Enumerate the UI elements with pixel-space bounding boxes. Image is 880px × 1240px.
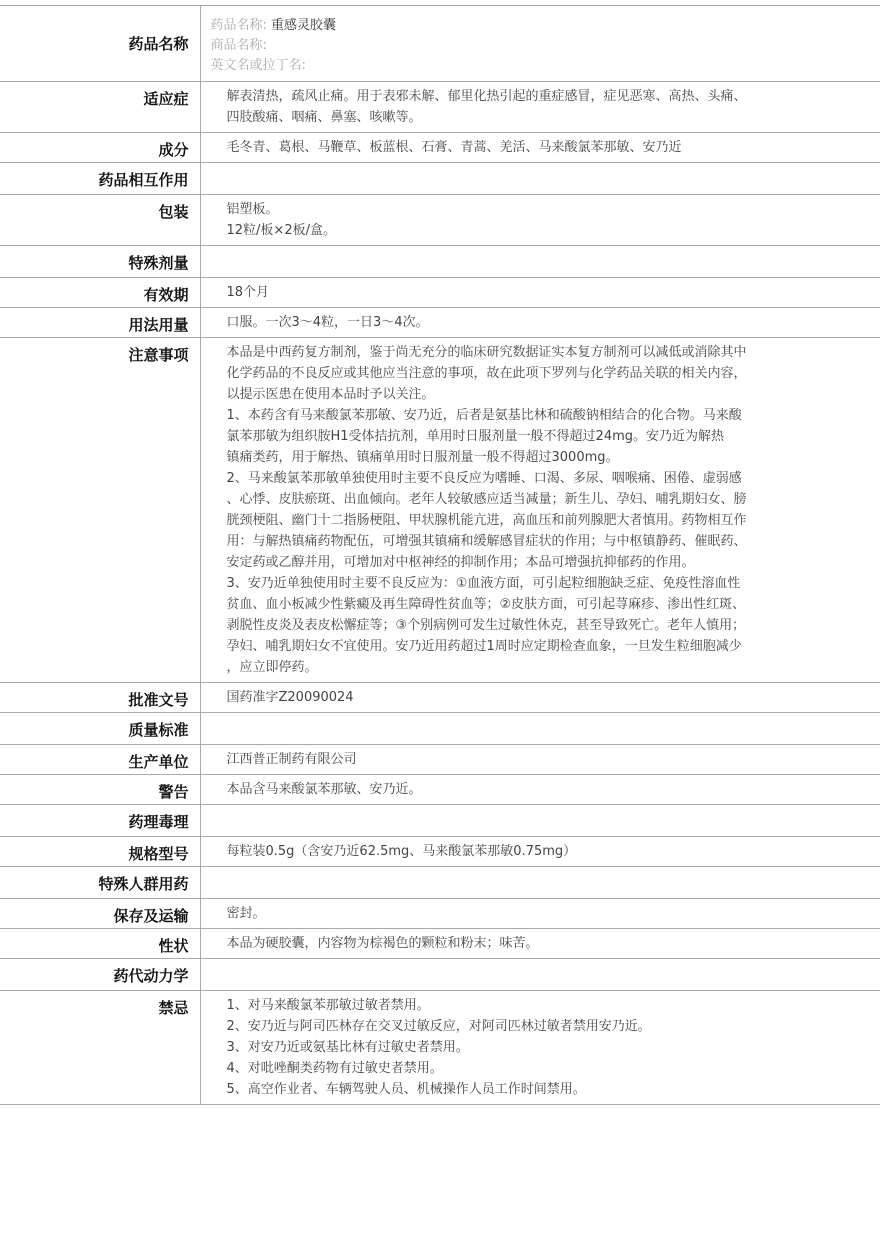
row-value [200,713,880,745]
row-value [200,899,880,929]
text-line: 12粒/板×2板/盒。 [226,223,336,238]
row-label: 包装 [0,195,200,246]
row-label: 特殊剂量 [0,246,200,278]
row-value [200,195,880,246]
text-line: 毛冬青、葛根、马鞭草、板蓝根、石膏、青蒿、羌活、马来酸氯苯那敏、安乃近 [226,140,682,155]
row-label: 药品名称 [0,6,200,82]
row-label: 批准文号 [0,683,200,713]
row-value [200,308,880,338]
name-block-value [200,6,880,82]
row-value [200,246,880,278]
row-value [200,133,880,163]
text-line: 镇痛类药，用于解热、镇痛单用时日服剂量一般不得超过3000mg。 [226,450,619,465]
row-description [0,929,880,959]
text-line: 2、安乃近与阿司匹林存在交叉过敏反应，对阿司匹林过敏者禁用安乃近。 [226,1019,651,1034]
row-pharmacology [0,805,880,837]
row-manufacturer [0,745,880,775]
row-value [200,867,880,899]
text-line: 18个月 [226,285,270,300]
text-line: 口服。一次3～4粒，一日3～4次。 [226,315,429,330]
row-special-dose [0,246,880,278]
row-value [200,837,880,867]
row-specification [0,837,880,867]
row-dosage [0,308,880,338]
row-value [200,82,880,133]
row-value [200,959,880,991]
text-line: 、心悸、皮肤瘀斑、出血倾向。老年人较敏感应适当减量；新生儿、孕妇、哺乳期妇女、膀 [226,492,747,507]
text-line: 孕妇、哺乳期妇女不宜使用。安乃近用药超过1周时应定期检查血象，一旦发生粒细胞减少 [226,639,742,654]
row-package [0,195,880,246]
drug-spec-table [0,5,880,1105]
text-line: 国药准字Z20090024 [226,690,354,705]
text-line: 本品是中西药复方制剂，鉴于尚无充分的临床研究数据证实本复方制剂可以减低或消除其中 [226,345,747,360]
row-value [200,683,880,713]
row-label: 规格型号 [0,837,200,867]
drug-spec-body [0,6,880,1105]
row-value [200,929,880,959]
row-special-groups [0,867,880,899]
row-value [200,775,880,805]
row-label: 有效期 [0,278,200,308]
row-expiry [0,278,880,308]
text-line: 解表清热，疏风止痛。用于表邪未解、郁里化热引起的重症感冒，症见恶寒、高热、头痛、 [226,89,747,104]
text-line: 2、马来酸氯苯那敏单独使用时主要不良反应为嗜睡、口渴、多尿、咽喉痛、困倦、虚弱感 [226,471,742,486]
text-line: 5、高空作业者、车辆驾驶人员、机械操作人员工作时间禁用。 [226,1082,586,1097]
row-label: 用法用量 [0,308,200,338]
row-ingredients [0,133,880,163]
row-approval [0,683,880,713]
text-line: 本品为硬胶囊，内容物为棕褐色的颗粒和粉末；味苦。 [226,936,539,951]
row-label: 质量标准 [0,713,200,745]
text-line: 3、安乃近单独使用时主要不良反应为：①血液方面，可引起粒细胞缺乏症、免疫性溶血性 [226,576,741,591]
drug-name-line [211,16,791,36]
row-label: 注意事项 [0,338,200,683]
text-line: 胱颈梗阻、幽门十二指肠梗阻、甲状腺机能亢进，高血压和前列腺肥大者慎用。药物相互作 [226,513,747,528]
row-name [0,6,880,82]
row-value [200,278,880,308]
row-pharmacokinetics [0,959,880,991]
text-line: 4、对吡唑酮类药物有过敏史者禁用。 [226,1061,443,1076]
text-line: 密封。 [226,906,266,921]
drug-name-value: 重感灵胶囊 [271,18,337,33]
text-line: 剥脱性皮炎及表皮松懈症等；③个别病例可发生过敏性休克，甚至导致死亡。老年人慎用； [226,618,746,633]
row-label: 保存及运输 [0,899,200,929]
text-line: 贫血、血小板减少性紫癜及再生障碍性贫血等；②皮肤方面，可引起荨麻疹、渗出性红斑、 [226,597,746,612]
row-value [200,745,880,775]
english-name-label: 英文名或拉丁名: [210,58,306,73]
row-quality [0,713,880,745]
row-value [200,991,880,1105]
row-storage [0,899,880,929]
text-line: 3、对安乃近或氨基比林有过敏史者禁用。 [226,1040,469,1055]
row-warning [0,775,880,805]
text-line: 1、本药含有马来酸氯苯那敏、安乃近，后者是氨基比林和硫酸钠相结合的化合物。马来酸 [226,408,742,423]
row-label: 药理毒理 [0,805,200,837]
text-line: 化学药品的不良反应或其他应当注意的事项，故在此项下罗列与化学药品关联的相关内容， [226,366,747,381]
row-label: 特殊人群用药 [0,867,200,899]
row-label: 禁忌 [0,991,200,1105]
row-value [200,338,880,683]
text-line: 用：与解热镇痛药物配伍，可增强其镇痛和缓解感冒症状的作用；与中枢镇静药、催眠药、 [226,534,747,549]
row-value [200,805,880,837]
text-line: 四肢酸痛、咽痛、鼻塞、咳嗽等。 [226,110,422,125]
text-line: 江西普正制药有限公司 [226,752,357,767]
text-line: 1、对马来酸氯苯那敏过敏者禁用。 [226,998,430,1013]
row-precautions [0,338,880,683]
text-line: ，应立即停药。 [226,660,318,675]
row-label: 成分 [0,133,200,163]
row-label: 生产单位 [0,745,200,775]
text-line: 以提示医患在使用本品时予以关注。 [226,387,435,402]
text-line: 本品含马来酸氯苯那敏、安乃近。 [226,782,422,797]
text-line: 安定药或乙醇并用，可增加对中枢神经的抑制作用；本品可增强抗抑郁药的作用。 [226,555,695,570]
drug-name-label: 药品名称: [210,18,267,33]
row-label: 适应症 [0,82,200,133]
trade-name-label: 商品名称: [210,38,267,53]
row-label: 性状 [0,929,200,959]
row-value [200,163,880,195]
row-indications [0,82,880,133]
row-contraindications [0,991,880,1105]
row-interactions [0,163,880,195]
row-label: 药代动力学 [0,959,200,991]
text-line: 每粒装0.5g（含安乃近62.5mg、马来酸氯苯那敏0.75mg） [226,844,577,859]
row-label: 警告 [0,775,200,805]
row-label: 药品相互作用 [0,163,200,195]
text-line: 氯苯那敏为组织胺H1受体拮抗剂，单用时日服剂量一般不得超过24mg。安乃近为解热 [226,429,725,444]
text-line: 铝塑板。 [226,202,279,217]
